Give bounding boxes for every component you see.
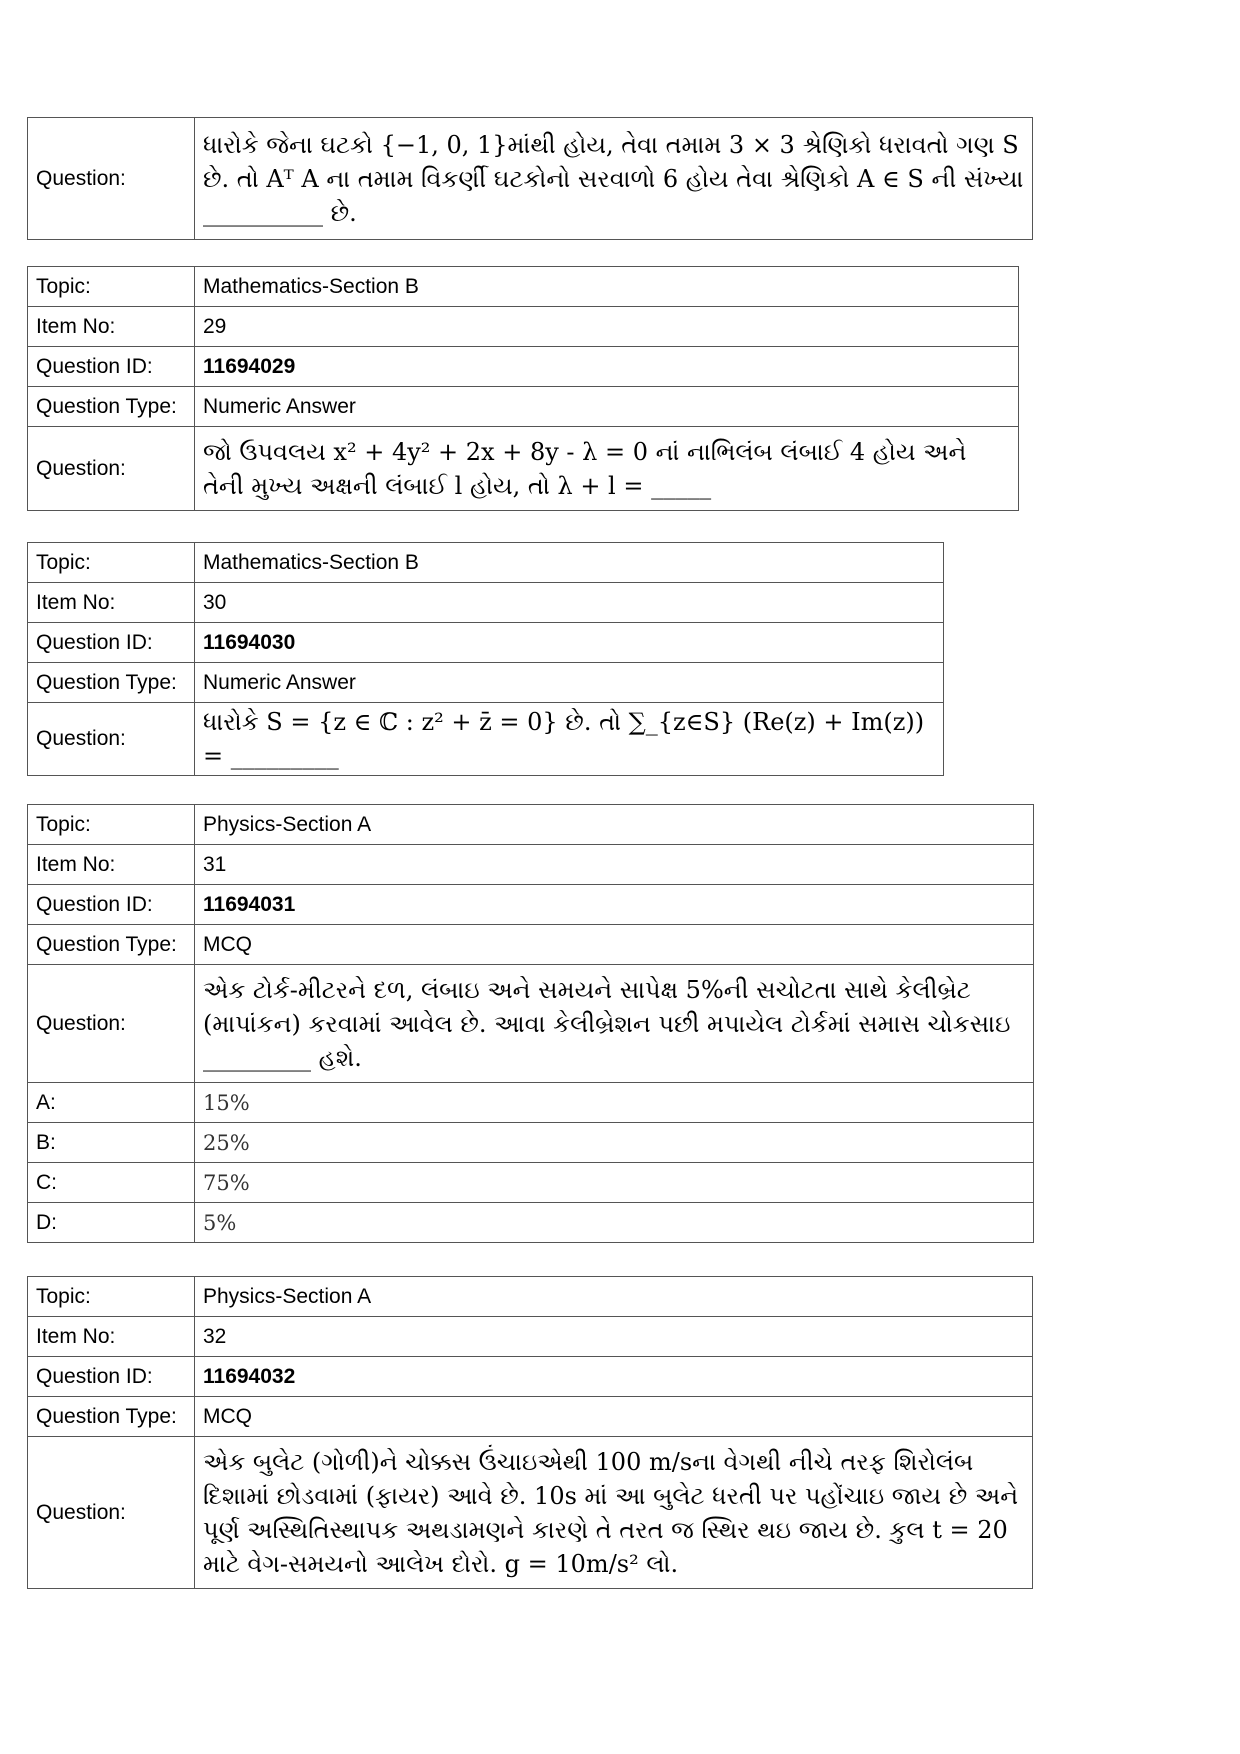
question-id-label: Question ID: <box>28 623 195 663</box>
question-type-label: Question Type: <box>28 925 195 965</box>
question-label: Question: <box>28 427 195 511</box>
question-text: એક બુલેટ (ગોળી)ને ચોક્કસ ઉંચાઇએથી 100 m/sના વેગથી નીચે તરફ શિરોલંબ દિશામાં છોડવામાં (ફાયર) આવે છે. 10s માં આ બુલેટ ધરતી પર પહોંચાઇ જાય છે અને પૂર્ણ અસ્થિતિસ્થાપક અથડામણને કારણે તે તરત જ સ્થિર થઇ જાય છે. કુલ t = 20 માટે વેગ-સમયનો આલેખ દોરો. g = 10m/s² લો. <box>195 1437 1033 1589</box>
question-id-label: Question ID: <box>28 1357 195 1397</box>
question-type-value: Numeric Answer <box>195 663 944 703</box>
option-label: A: <box>28 1083 195 1123</box>
question-id-value: 11694032 <box>195 1357 1033 1397</box>
topic-label: Topic: <box>28 805 195 845</box>
item-no-value: 30 <box>195 583 944 623</box>
question-label: Question: <box>28 965 195 1083</box>
option-label: B: <box>28 1123 195 1163</box>
option-label: C: <box>28 1163 195 1203</box>
item-no-value: 31 <box>195 845 1034 885</box>
topic-label: Topic: <box>28 1277 195 1317</box>
topic-value: Mathematics-Section B <box>195 543 944 583</box>
question-type-value: MCQ <box>195 925 1034 965</box>
question-id-label: Question ID: <box>28 885 195 925</box>
question-type-label: Question Type: <box>28 1397 195 1437</box>
item-no-label: Item No: <box>28 307 195 347</box>
question-block-32 <box>27 1276 1033 1589</box>
item-no-label: Item No: <box>28 583 195 623</box>
question-id-value: 11694029 <box>195 347 1019 387</box>
question-id-label: Question ID: <box>28 347 195 387</box>
option-text: 5% <box>195 1203 1034 1243</box>
item-no-value: 29 <box>195 307 1019 347</box>
question-text: ધારોકે જેના ઘટકો {−1, 0, 1}માંથી હોય, તેવા તમામ 3 × 3 શ્રેણિકો ધરાવતો ગણ S છે. તો Aᵀ A ના તમામ વિકર્ણી ઘટકોનો સરવાળો 6 હોય તેવા શ્રેણિકો A ∈ S ની સંખ્યા __________ છે. <box>195 118 1033 240</box>
topic-label: Topic: <box>28 267 195 307</box>
item-no-label: Item No: <box>28 845 195 885</box>
item-no-value: 32 <box>195 1317 1033 1357</box>
question-block-30 <box>27 542 944 776</box>
question-label: Question: <box>28 118 195 240</box>
option-label: D: <box>28 1203 195 1243</box>
topic-value: Physics-Section A <box>195 805 1034 845</box>
topic-value: Mathematics-Section B <box>195 267 1019 307</box>
question-type-value: MCQ <box>195 1397 1033 1437</box>
question-id-value: 11694030 <box>195 623 944 663</box>
option-text: 75% <box>195 1163 1034 1203</box>
question-block-continued <box>27 117 1033 240</box>
question-id-value: 11694031 <box>195 885 1034 925</box>
topic-value: Physics-Section A <box>195 1277 1033 1317</box>
option-text: 15% <box>195 1083 1034 1123</box>
question-block-29 <box>27 266 1019 511</box>
topic-label: Topic: <box>28 543 195 583</box>
question-label: Question: <box>28 1437 195 1589</box>
question-text: એક ટોર્ક-મીટરને દળ, લંબાઇ અને સમયને સાપેક્ષ 5%ની સચોટતા સાથે કેલીબ્રેટ (માપાંકન) કરવામાં આવેલ છે. આવા કેલીબ્રેશન પછી મપાયેલ ટોર્કમાં સમાસ ચોકસાઇ _________ હશે. <box>195 965 1034 1083</box>
question-text: જો ઉપવલય x² + 4y² + 2x + 8y - λ = 0 નાં નાભિલંબ લંબાઈ 4 હોય અને તેની મુખ્ય અક્ષની લંબાઈ l હોય, તો λ + l = _____ <box>195 427 1019 511</box>
option-text: 25% <box>195 1123 1034 1163</box>
question-block-31 <box>27 804 1034 1243</box>
question-label: Question: <box>28 703 195 776</box>
question-type-label: Question Type: <box>28 663 195 703</box>
question-text: ધારોકે S = {z ∈ ℂ : z² + z̄ = 0} છે. તો ∑_{z∈S} (Re(z) + Im(z)) = _________ <box>195 703 944 776</box>
item-no-label: Item No: <box>28 1317 195 1357</box>
question-type-value: Numeric Answer <box>195 387 1019 427</box>
question-type-label: Question Type: <box>28 387 195 427</box>
